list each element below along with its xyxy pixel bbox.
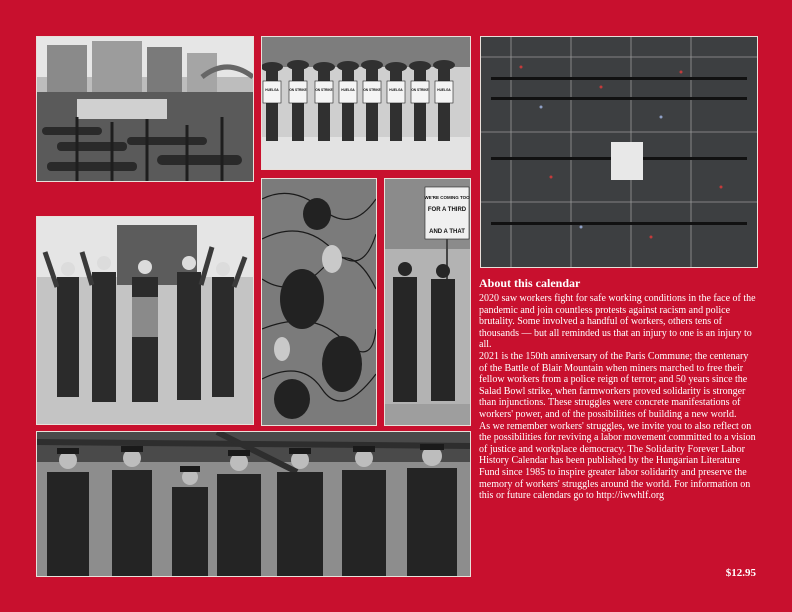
about-section bbox=[479, 276, 757, 502]
sign-coming-line3: AND A THAT bbox=[429, 229, 465, 235]
sign-on-strike-3: ON STRIKE bbox=[363, 88, 381, 92]
about-paragraph-1: 2020 saw workers fight for safe working conditions in the face of the pandemic and join countless protests against racism and police brutality. Some involved a handful of workers, others tens of thousands — but all reminded us that an injury to one is an injury to all. bbox=[479, 293, 756, 351]
sign-on-strike-4: ON STRIKE bbox=[411, 88, 429, 92]
photo-aerial-protest bbox=[480, 36, 758, 268]
photo-cheering-workers bbox=[36, 216, 254, 425]
sign-huelga-1: HUELGA bbox=[265, 88, 279, 92]
sign-coming-line1: WE'RE COMING TOO bbox=[424, 195, 470, 200]
photo-coal-miners bbox=[36, 431, 471, 577]
price-label: $12.95 bbox=[725, 567, 756, 579]
sign-huelga-4: HUELGA bbox=[437, 88, 451, 92]
about-title: About this calendar bbox=[479, 276, 581, 290]
about-paragraph-2: 2021 is the 150th anniversary of the Paris Commune; the centenary of the Battle of Blair Mountain when miners marched to free their fellow workers from a police reign of terror; and 50 years since the Salad Bowl strike, when farmworkers proved solidarity is stronger than injunctions. These struggles were concrete manifestations of workers' power, and of the possibilities of building a new world. bbox=[479, 350, 749, 420]
sign-huelga-2: HUELGA bbox=[341, 88, 355, 92]
photo-strikers-with-signs bbox=[261, 36, 471, 170]
photo-historical-engraving bbox=[261, 178, 377, 426]
sign-huelga-3: HUELGA bbox=[389, 88, 403, 92]
sign-on-strike-1: ON STRIKE bbox=[289, 88, 307, 92]
photo-sign-holders bbox=[384, 178, 471, 426]
sign-on-strike-2: ON STRIKE bbox=[315, 88, 333, 92]
photo-venice-canal bbox=[36, 36, 254, 182]
about-paragraph-3: As we remember workers' struggles, we invite you to also reflect on the possibilities for reviving a labor movement committed to a vision of justice and workplace democracy. The Solidarity Forever Labor History Calendar has been published by the Hungarian Literature Fund since 1985 to inspire greater labor solidarity and preserve the memory of workers' struggles around the world. For information on this or future calendars go to http://iwwhlf.org bbox=[479, 420, 756, 502]
sign-coming-line2: FOR A THIRD bbox=[427, 207, 467, 213]
